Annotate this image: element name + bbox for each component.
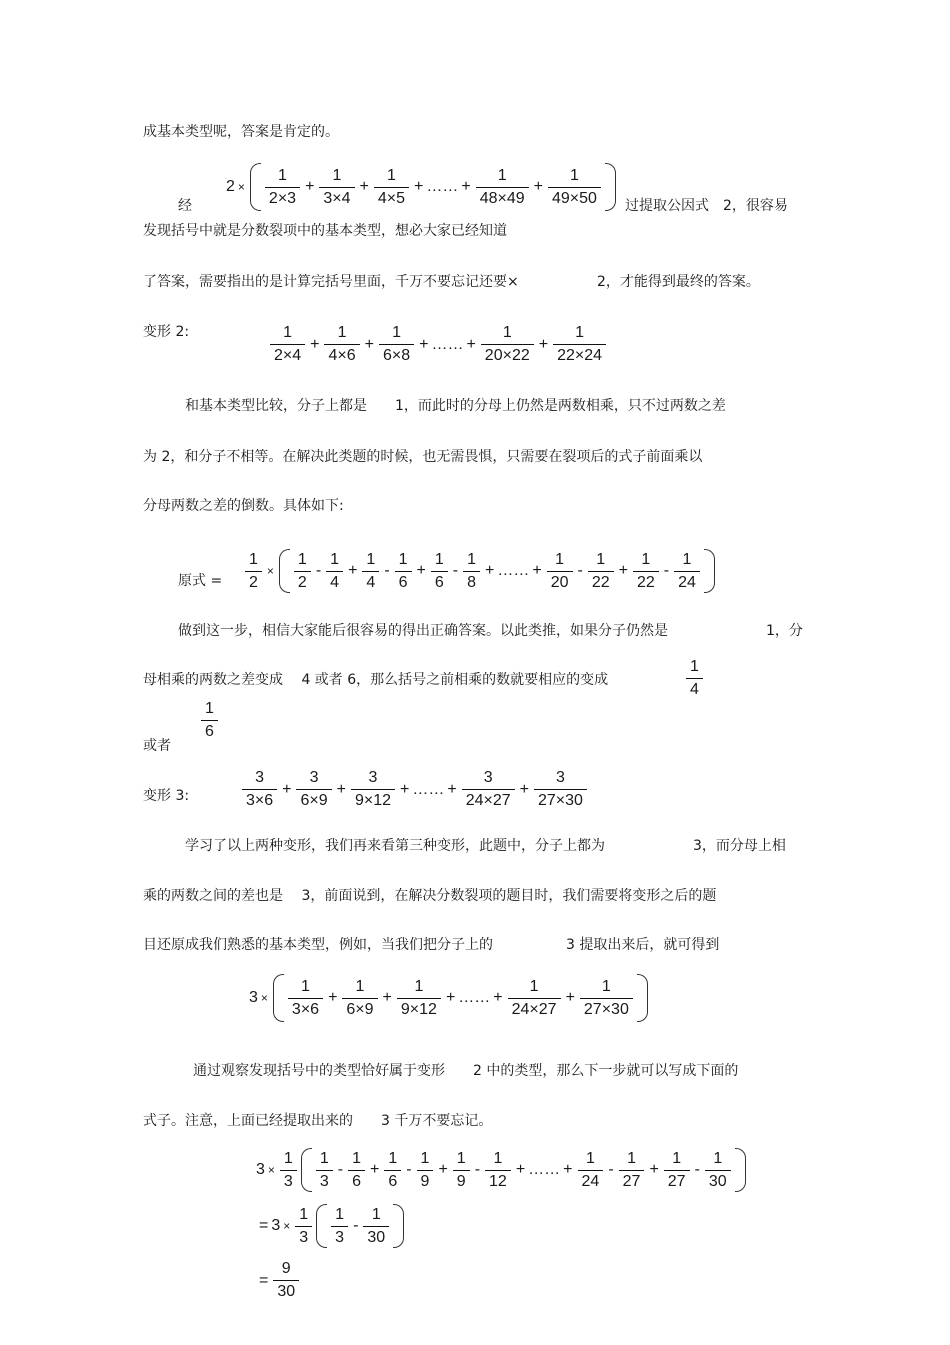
- fraction: $\frac{1}{24}$: [578, 1150, 604, 1191]
- fraction: 1 6: [348, 1150, 365, 1191]
- right-bracket: [735, 1148, 746, 1192]
- equation-variant-3: [240, 769, 589, 810]
- left-bracket: [316, 1204, 327, 1248]
- paragraph-fragment: 2，才能得到最终的答案。: [597, 274, 760, 290]
- fraction: $\frac{3}{9\times 12}$: [351, 769, 395, 810]
- paragraph-fragment: 3 提取出来后，就可得到: [566, 937, 720, 953]
- minus-sign: -: [384, 562, 390, 579]
- plus-sign: +: [414, 178, 424, 195]
- fraction: $\frac{1}{3}$: [295, 1206, 312, 1247]
- paragraph-line: 分母两数之差的倒数。具体如下:: [143, 498, 344, 514]
- minus-sign: -: [315, 562, 322, 579]
- fraction: $\frac{1}{6\times 9}$: [342, 978, 377, 1019]
- paragraph-fragment: 过提取公因式 2，很容易: [625, 198, 788, 214]
- fraction: $\frac{3}{27\times 30}$: [534, 769, 587, 810]
- fraction: $\frac{1}{6}$: [384, 1150, 401, 1191]
- fraction: 1 3×6: [288, 978, 323, 1019]
- ellipsis: ……: [528, 1161, 561, 1178]
- fraction: 1 2×3: [265, 167, 300, 208]
- fraction: $\frac{1}{4\times 5}$: [374, 167, 409, 208]
- fraction: $\frac{1}{24\times 27}$: [508, 978, 561, 1019]
- plus-sign: +: [532, 562, 542, 579]
- paragraph-fragment: 经: [178, 198, 192, 214]
- plus-sign: +: [364, 335, 374, 353]
- fraction: 1 24: [674, 551, 700, 592]
- plus-sign: +: [565, 989, 575, 1006]
- equation-derivation-step-2: [256, 1204, 406, 1248]
- paragraph-fragment: 学习了以上两种变形，我们再来看第三种变形，此题中，分子上都为: [185, 838, 605, 854]
- fraction: $\frac{1}{22\times 24}$: [553, 324, 606, 365]
- equation-basic-type: [226, 163, 618, 211]
- plus-sign: +: [382, 989, 392, 1006]
- fraction: $\frac{1}{6\times 8}$: [379, 324, 414, 365]
- fraction: $\frac{1}{3\times 4}$: [319, 167, 354, 208]
- plus-sign: +: [359, 178, 369, 195]
- paragraph-line: 母相乘的两数之差变成 4 或者 6，那么括号之前相乘的数就要相应的变成: [143, 672, 609, 688]
- minus-sign: -: [608, 1161, 614, 1178]
- paragraph-fragment: 做到这一步，相信大家能后很容易的得出正确答案。以此类推，如果分子仍然是: [178, 623, 668, 639]
- plus-sign: +: [649, 1161, 659, 1178]
- coefficient: 3: [271, 1217, 281, 1234]
- equation-factored: [249, 974, 650, 1022]
- equals-sign: =: [259, 1217, 269, 1234]
- ellipsis: ……: [458, 989, 491, 1006]
- left-bracket: [250, 163, 261, 211]
- plus-sign: +: [369, 1161, 380, 1178]
- minus-sign: -: [353, 1217, 359, 1234]
- coefficient: 3: [249, 989, 258, 1006]
- fraction: 1 6: [395, 551, 412, 592]
- fraction: 1 8: [463, 551, 480, 592]
- equation-variant-2: [268, 324, 608, 365]
- plus-sign: +: [447, 780, 457, 798]
- section-heading: 变形 3:: [143, 788, 190, 804]
- fraction-one-quarter: 1 4: [684, 658, 705, 699]
- fraction: 1 30: [705, 1150, 731, 1191]
- plus-sign: +: [416, 562, 426, 579]
- times-sign: ×: [283, 1219, 291, 1233]
- minus-sign: -: [452, 562, 459, 579]
- right-bracket: [605, 163, 616, 211]
- times-sign: ×: [267, 1163, 275, 1177]
- plus-sign: +: [493, 989, 503, 1006]
- minus-sign: -: [663, 562, 670, 579]
- equation-original: [243, 549, 717, 593]
- fraction: 1 27: [619, 1150, 645, 1191]
- plus-sign: +: [563, 1161, 573, 1178]
- plus-sign: +: [515, 1161, 526, 1178]
- fraction: $\frac{1}{9\times 12}$: [397, 978, 441, 1019]
- plus-sign: +: [485, 562, 495, 579]
- paragraph-line: 式子。注意，上面已经提取出来的 3 千万不要忘记。: [143, 1113, 493, 1129]
- plus-sign: +: [445, 989, 456, 1006]
- fraction: 1 30: [363, 1206, 389, 1247]
- section-heading: 变形 2:: [143, 324, 190, 340]
- plus-sign: +: [400, 780, 410, 798]
- times-sign: ×: [237, 180, 245, 194]
- equation-derivation-result: [256, 1260, 301, 1301]
- plus-sign: +: [618, 562, 628, 579]
- plus-sign: +: [305, 178, 315, 195]
- paragraph-fragment: 3，而分母上相: [693, 838, 786, 854]
- equation-label: 原式 =: [178, 573, 223, 589]
- right-bracket: [637, 974, 648, 1022]
- right-bracket: [704, 549, 715, 593]
- plus-sign: +: [282, 780, 292, 798]
- coefficient: 2: [226, 178, 235, 195]
- minus-sign: -: [577, 562, 583, 579]
- plus-sign: +: [538, 335, 549, 353]
- fraction: 3 3×6: [242, 769, 277, 810]
- fraction: $\frac{1}{27}$: [664, 1150, 690, 1191]
- paragraph-fragment: 1，分: [766, 623, 803, 639]
- minus-sign: -: [474, 1161, 481, 1178]
- plus-sign: +: [336, 780, 346, 798]
- fraction: 1 22: [588, 551, 614, 592]
- fraction: $\frac{1}{2}$: [245, 551, 262, 592]
- plus-sign: +: [466, 335, 476, 353]
- plus-sign: +: [519, 780, 529, 798]
- minus-sign: -: [337, 1161, 344, 1178]
- ellipsis: ……: [431, 335, 464, 353]
- fraction: $\frac{1}{4}$: [362, 551, 379, 592]
- fraction: 1 2×4: [270, 324, 305, 365]
- right-bracket: [393, 1204, 404, 1248]
- plus-sign: +: [438, 1161, 448, 1178]
- fraction: 1 9: [417, 1150, 434, 1191]
- fraction: $\frac{1}{22}$: [633, 551, 659, 592]
- plus-sign: +: [328, 989, 338, 1006]
- paragraph-fragment: 目还原成我们熟悉的基本类型，例如，当我们把分子上的: [143, 937, 493, 953]
- fraction: 1 2: [294, 551, 311, 592]
- paragraph-line: 或者: [143, 738, 171, 754]
- plus-sign: +: [310, 335, 320, 353]
- plus-sign: +: [461, 178, 471, 195]
- plus-sign: +: [348, 562, 358, 579]
- fraction: $\frac{1}{6}$: [431, 551, 448, 592]
- ellipsis: ……: [497, 562, 530, 579]
- paragraph-line: 为 2，和分子不相等。在解决此类题的时候，也无需畏惧，只需要在裂项后的式子前面乘以: [143, 449, 703, 465]
- fraction: $\frac{1}{49\times 50}$: [548, 167, 601, 208]
- paragraph-line: 乘的两数之间的差也是 3，前面说到，在解决分数裂项的题目时，我们需要将变形之后的题: [143, 888, 717, 904]
- fraction: $\frac{1}{3}$: [280, 1150, 297, 1191]
- fraction-one-sixth: 1 6: [199, 700, 220, 741]
- paragraph-line: 和基本类型比较，分子上都是 1，而此时的分母上仍然是两数相乘，只不过两数之差: [185, 398, 726, 414]
- equals-sign: =: [259, 1271, 269, 1289]
- times-sign: ×: [260, 991, 268, 1005]
- paragraph-line: 了答案，需要指出的是计算完括号里面，千万不要忘记还要×: [143, 274, 519, 290]
- fraction: 1 4: [326, 551, 343, 592]
- fraction: 1 3: [316, 1150, 333, 1191]
- fraction: 1 12: [485, 1150, 511, 1191]
- equation-derivation-step-1: [256, 1148, 748, 1192]
- fraction: 1 3: [331, 1206, 348, 1247]
- fraction: $\frac{3}{24\times 27}$: [462, 769, 515, 810]
- paragraph-line: 通过观察发现括号中的类型恰好属于变形 2 中的类型，那么下一步就可以写成下面的: [193, 1063, 739, 1079]
- fraction: $\frac{1}{4\times 6}$: [324, 324, 359, 365]
- left-bracket: [301, 1148, 312, 1192]
- fraction: $\frac{9}{30}$: [273, 1260, 299, 1301]
- fraction: $\frac{1}{20\times 22}$: [481, 324, 534, 365]
- paragraph-line: 成基本类型呢，答案是肯定的。: [143, 124, 339, 140]
- times-sign: ×: [266, 564, 274, 578]
- left-bracket: [279, 549, 290, 593]
- ellipsis: ……: [426, 178, 459, 195]
- plus-sign: +: [533, 178, 543, 195]
- fraction: $\frac{1}{9}$: [453, 1150, 470, 1191]
- fraction: $\frac{3}{6\times 9}$: [296, 769, 331, 810]
- fraction: $\frac{1}{27\times 30}$: [580, 978, 633, 1019]
- fraction: $\frac{1}{48\times 49}$: [476, 167, 529, 208]
- minus-sign: -: [406, 1161, 412, 1178]
- paragraph-line: 发现括号中就是分数裂项中的基本类型，想必大家已经知道: [143, 223, 507, 239]
- ellipsis: ……: [412, 780, 445, 798]
- plus-sign: +: [419, 335, 429, 353]
- minus-sign: -: [694, 1161, 700, 1178]
- left-bracket: [273, 974, 284, 1022]
- fraction: $\frac{1}{20}$: [547, 551, 573, 592]
- coefficient: 3: [256, 1161, 265, 1178]
